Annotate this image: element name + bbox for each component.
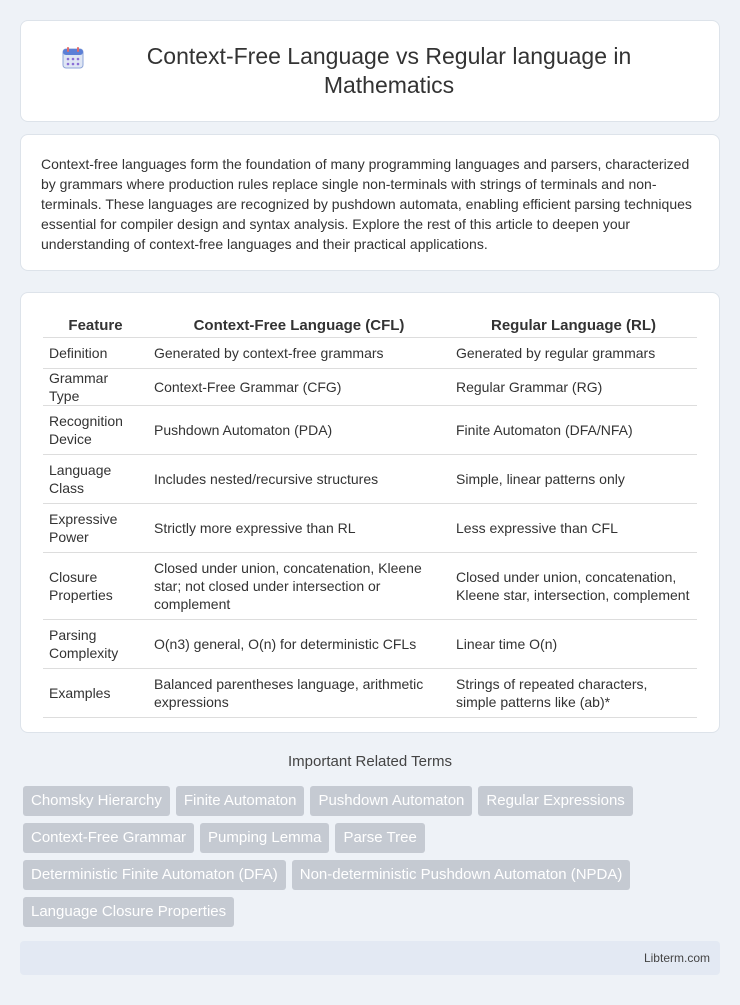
feature-cell: Grammar Type xyxy=(43,369,148,406)
header-feature: Feature xyxy=(43,313,148,338)
tag-parse-tree[interactable]: Parse Tree xyxy=(335,823,424,853)
header-card xyxy=(20,20,720,122)
feature-cell: Examples xyxy=(43,669,148,718)
rl-cell: Strings of repeated characters, simple patterns like (ab)* xyxy=(450,669,697,718)
header-cfl: Context-Free Language (CFL) xyxy=(148,313,450,338)
rl-cell: Generated by regular grammars xyxy=(450,338,697,369)
table-row xyxy=(43,620,697,669)
rl-cell: Linear time O(n) xyxy=(450,620,697,669)
table-row xyxy=(43,455,697,504)
table-row xyxy=(43,553,697,620)
rl-cell: Closed under union, concatenation, Kleene star, intersection, complement xyxy=(450,553,697,620)
cfl-cell: Closed under union, concatenation, Kleene star; not closed under intersection or complement xyxy=(148,553,450,620)
rl-cell: Simple, linear patterns only xyxy=(450,455,697,504)
tag-row xyxy=(23,860,723,890)
tag-row xyxy=(23,786,723,816)
related-terms-title: Important Related Terms xyxy=(288,753,452,770)
table-row xyxy=(43,669,697,718)
cfl-cell: Pushdown Automaton (PDA) xyxy=(148,406,450,455)
calendar-icon xyxy=(61,46,85,70)
cfl-cell: Includes nested/recursive structures xyxy=(148,455,450,504)
tag-context-free-grammar[interactable]: Context-Free Grammar xyxy=(23,823,194,853)
feature-cell: Language Class xyxy=(43,455,148,504)
intro-card xyxy=(20,134,720,271)
feature-cell: Definition xyxy=(43,338,148,369)
rl-cell: Regular Grammar (RG) xyxy=(450,369,697,406)
tag-finite-automaton[interactable]: Finite Automaton xyxy=(176,786,305,816)
cfl-cell: Generated by context-free grammars xyxy=(148,338,450,369)
feature-cell: Expressive Power xyxy=(43,504,148,553)
tag-regular-expressions[interactable]: Regular Expressions xyxy=(478,786,632,816)
footer-site-link[interactable]: Libterm.com xyxy=(643,951,710,965)
feature-cell: Parsing Complexity xyxy=(43,620,148,669)
table-row xyxy=(43,369,697,406)
page-title: Context-Free Language vs Regular language in Mathematics xyxy=(146,43,632,98)
table-row xyxy=(43,338,697,369)
comparison-table xyxy=(43,313,697,718)
tag-pushdown-automaton[interactable]: Pushdown Automaton xyxy=(310,786,472,816)
table-row xyxy=(43,504,697,553)
tag-chomsky-hierarchy[interactable]: Chomsky Hierarchy xyxy=(23,786,170,816)
title-wrap xyxy=(61,42,679,100)
cfl-cell: Context-Free Grammar (CFG) xyxy=(148,369,450,406)
feature-cell: Recognition Device xyxy=(43,406,148,455)
tag-npda[interactable]: Non-deterministic Pushdown Automaton (NPDA) xyxy=(292,860,631,890)
tag-dfa[interactable]: Deterministic Finite Automaton (DFA) xyxy=(23,860,286,890)
cfl-cell: O(n3) general, O(n) for deterministic CFLs xyxy=(148,620,450,669)
tag-row xyxy=(23,897,723,927)
table-header-row xyxy=(43,313,697,338)
header-rl: Regular Language (RL) xyxy=(450,313,697,338)
rl-cell: Finite Automaton (DFA/NFA) xyxy=(450,406,697,455)
feature-cell: Closure Properties xyxy=(43,553,148,620)
comparison-table-card xyxy=(20,292,720,733)
table-row xyxy=(43,406,697,455)
related-tags xyxy=(23,786,723,934)
rl-cell: Less expressive than CFL xyxy=(450,504,697,553)
intro-text: Context-free languages form the foundation of many programming languages and parsers, characterized by grammars where production rules replace single non-terminals with strings of terminals and non-terminals. These languages are recognized by pushdown automata, enabling efficient parsing techniques essential for compiler design and syntax analysis. Explore the rest of this article to deepen your understanding of context-free languages and their practical applications. xyxy=(41,156,692,252)
tag-row xyxy=(23,823,723,853)
tag-pumping-lemma[interactable]: Pumping Lemma xyxy=(200,823,329,853)
tag-language-closure-properties[interactable]: Language Closure Properties xyxy=(23,897,234,927)
cfl-cell: Strictly more expressive than RL xyxy=(148,504,450,553)
footer xyxy=(20,941,720,975)
cfl-cell: Balanced parentheses language, arithmetic expressions xyxy=(148,669,450,718)
